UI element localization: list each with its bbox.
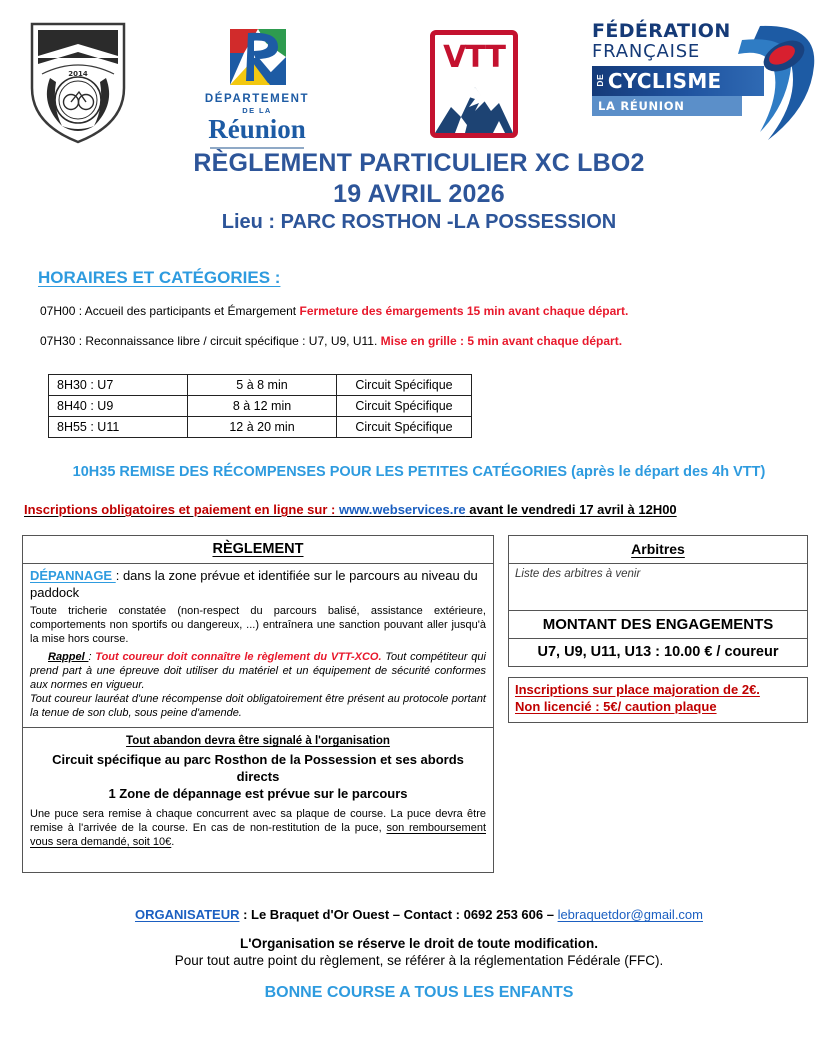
- federal-notice: Pour tout autre point du règlement, se référer à la réglementation Fédérale (FFC).: [174, 953, 664, 969]
- schedule-table: [48, 374, 472, 438]
- ffc-francaise-label: FRANÇAISE: [592, 40, 701, 62]
- organisateur-email-link[interactable]: lebraquetdor@gmail.com: [557, 907, 703, 923]
- schedule-section: [0, 234, 838, 517]
- page-title-line2: 19 AVRIL 2026: [333, 179, 505, 208]
- reglement-heading: RÈGLEMENT: [212, 541, 304, 557]
- inscriptions-line: [24, 502, 838, 517]
- ffc-cyclisme-band: [592, 66, 764, 96]
- table-cell-circuit: Circuit Spécifique: [337, 375, 472, 396]
- engagements-header-box: [508, 611, 808, 639]
- schedule-line-2: [40, 334, 838, 348]
- le-braquet-dor-ouest-crest-logo: [22, 16, 134, 146]
- page-title-place: Lieu : PARC ROSTHON -LA POSSESSION: [221, 211, 617, 233]
- bonne-course-message: BONNE COURSE A TOUS LES ENFANTS: [264, 984, 574, 1002]
- organisateur-contact: : Le Braquet d'Or Ouest – Contact : 0692 253 606 –: [239, 907, 558, 923]
- reglement-body: [23, 564, 493, 727]
- laureat-paragraph: Tout coureur lauréat d'une récompense doit obligatoirement être présent au protocole portant la tenue de son club, sous peine d'amende.: [30, 693, 486, 720]
- ffc-la-reunion-logo: [592, 22, 818, 144]
- reunion-r-mark: [196, 27, 318, 89]
- ffc-region-label: LA RÉUNION: [592, 96, 742, 116]
- circuit-description: Circuit spécifique au parc Rosthon de la Possession et ses abords directs: [52, 752, 464, 784]
- surcharge-line-2: Non licencié : 5€/ caution plaque: [515, 698, 717, 714]
- circuit-info: [23, 728, 493, 872]
- inscriptions-deadline: avant le vendredi 17 avril à 12H00: [465, 502, 677, 517]
- modification-notice: L'Organisation se réserve le droit de toute modification.: [239, 936, 599, 952]
- schedule-heading: HORAIRES ET CATÉGORIES :: [38, 268, 281, 287]
- engagements-heading: MONTANT DES ENGAGEMENTS: [542, 616, 774, 633]
- info-column: [508, 535, 808, 723]
- mountain-icon: [435, 77, 513, 133]
- arbitres-heading: Arbitres: [631, 541, 685, 557]
- reglement-column: [22, 535, 494, 873]
- schedule-line-2-red: Mise en grille : 5 min avant chaque départ.: [380, 334, 623, 348]
- reglement-circuit-box: [22, 728, 494, 873]
- departement-label: DÉPARTEMENT: [204, 93, 310, 105]
- logo-bar: [0, 0, 838, 148]
- departement-dela-label: DE LA: [242, 105, 272, 115]
- organisateur-label: ORGANISATEUR: [134, 907, 240, 923]
- table-row: [49, 396, 472, 417]
- reunion-label: Réunion: [208, 114, 306, 144]
- arbitres-body-box: [508, 564, 808, 611]
- rappel-red-text: Tout coureur doit connaître le règlement du VTT-XCO.: [95, 651, 382, 664]
- inscriptions-url-link[interactable]: www.webservices.re: [338, 502, 466, 517]
- crest-year: 2014: [68, 70, 88, 78]
- schedule-line-1-red: Fermeture des émargements 15 min avant chaque départ.: [299, 304, 629, 318]
- ffc-federation-label: FÉDÉRATION: [592, 20, 731, 42]
- arbitres-body: Liste des arbitres à venir: [515, 568, 641, 580]
- rappel-colon: :: [88, 651, 96, 664]
- organisateur-line: [0, 907, 838, 922]
- table-cell-time: 8H30 : U7: [49, 375, 188, 396]
- table-cell-duration: 8 à 12 min: [188, 396, 337, 417]
- table-cell-duration: 12 à 20 min: [188, 417, 337, 438]
- puce-text-a: Une puce sera remise à chaque concurrent avec sa plaque de course. La puce devra être remise à l'arrivée de la course. En cas de non-restitution de la puce,: [30, 808, 486, 835]
- engagements-value-box: [508, 639, 808, 667]
- content-columns: [0, 535, 838, 873]
- surcharge-notice: [509, 678, 807, 722]
- surcharge-box: [508, 677, 808, 723]
- surcharge-line-1: Inscriptions sur place majoration de 2€.: [515, 682, 760, 697]
- engagements-value: U7, U9, U11, U13 : 10.00 € / coureur: [537, 644, 779, 660]
- awards-line: 10H35 REMISE DES RÉCOMPENSES POUR LES PETITES CATÉGORIES (après le départ des 4h VTT): [72, 464, 766, 480]
- puce-text-refund: son remboursement vous sera demandé, soit 10€: [30, 822, 486, 849]
- reglement-header-box: [22, 535, 494, 564]
- table-cell-time: 8H55 : U11: [49, 417, 188, 438]
- ffc-cyclisme-label: CYCLISME: [607, 68, 722, 93]
- puce-text-c: .: [171, 836, 175, 849]
- column-spacer: [508, 667, 808, 677]
- table-row: [49, 375, 472, 396]
- schedule-line-1-black: 07H00 : Accueil des participants et Émargement: [40, 304, 300, 318]
- table-cell-circuit: Circuit Spécifique: [337, 417, 472, 438]
- table-cell-duration: 5 à 8 min: [188, 375, 337, 396]
- depannage-label: DÉPANNAGE: [30, 568, 116, 583]
- departement-rule: [210, 147, 304, 149]
- reglement-body-box: [22, 564, 494, 728]
- vtt-label: VTT: [443, 40, 505, 75]
- page-footer: [0, 907, 838, 1002]
- depannage-text: : dans la zone prévue et identifiée sur le parcours au niveau du paddock: [30, 568, 478, 600]
- departement-reunion-logo: [196, 27, 318, 144]
- arbitres-header-box: [508, 535, 808, 564]
- vtt-logo: [430, 30, 518, 138]
- table-row: [49, 417, 472, 438]
- table-cell-time: 8H40 : U9: [49, 396, 188, 417]
- inscriptions-red-text: Inscriptions obligatoires et paiement en ligne sur :: [24, 502, 339, 517]
- page-title-block: [0, 148, 838, 234]
- zone-description: 1 Zone de dépannage est prévue sur le parcours: [108, 786, 408, 802]
- puce-paragraph: [30, 807, 486, 849]
- rappel-rest-text: Tout compétiteur qui prend part à une épreuve doit utiliser du matériel et un équipement de sécurité conformes aux normes en vigueur.: [30, 651, 486, 692]
- rappel-paragraph: [30, 650, 486, 692]
- rappel-label: Rappel: [48, 651, 89, 664]
- schedule-line-2-black: 07H30 : Reconnaissance libre / circuit spécifique : U7, U9, U11.: [40, 334, 381, 348]
- abandon-notice: Tout abandon devra être signalé à l'organisation: [126, 735, 390, 748]
- page-title-line1: RÈGLEMENT PARTICULIER XC LBO2: [193, 149, 645, 177]
- tricherie-paragraph: Toute tricherie constatée (non-respect du parcours balisé, assistance extérieure, comportements non sportifs ou dangereux, ...) entraînera une sanction pouvant aller jusqu'à la mise hors course.: [30, 604, 486, 645]
- depannage-paragraph: [30, 568, 486, 602]
- ffc-de-label: DE: [595, 74, 606, 88]
- table-cell-circuit: Circuit Spécifique: [337, 396, 472, 417]
- schedule-line-1: [40, 304, 838, 318]
